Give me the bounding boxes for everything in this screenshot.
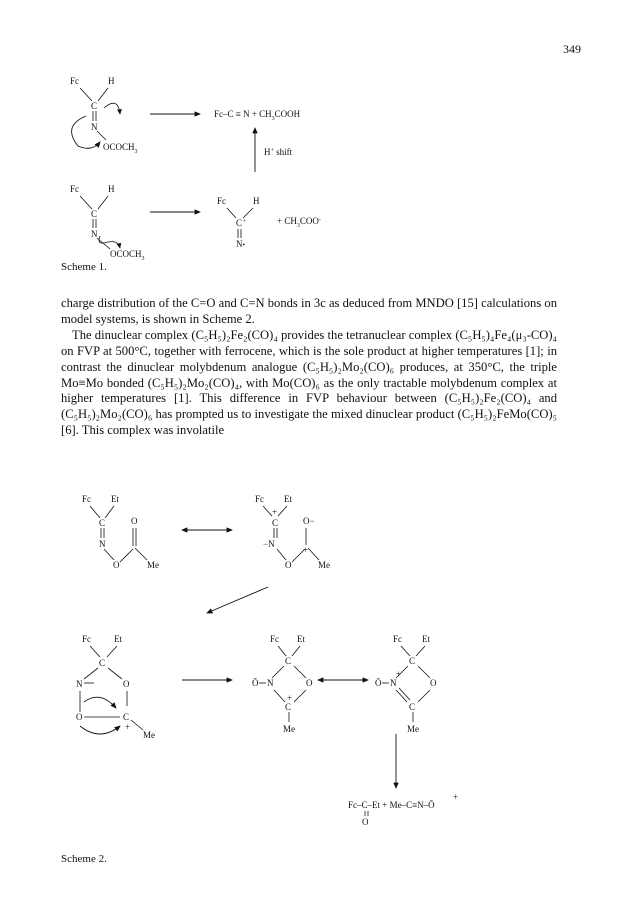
s2c-bond-et [107,646,117,657]
s2c-bond-c-o [108,668,122,679]
s2e-c2: C [409,702,416,712]
s2c-o: O [123,679,130,689]
s2-final-o: O [362,817,369,827]
s1-bot-n: N [91,229,98,239]
s2d-c: C [285,656,292,666]
s2c-c: C [99,658,106,668]
s2e-n: N [390,678,397,688]
s2b-me: Me [318,560,330,570]
s2c-plus: + [125,722,131,732]
s2c-curly-arrow-1 [84,697,116,708]
s2b-o: O [285,560,292,570]
s2e-bond-et [416,646,425,656]
s1-top-fc: Fc [70,76,79,86]
s2d-bond-o-c2 [294,690,306,702]
s2b-plus-2: + [303,545,309,555]
s2c-o2: O [76,712,83,722]
s2d-plus: + [287,693,293,703]
s2e-bond-n-c2-a [396,690,407,702]
s2b-c: C [272,518,279,528]
s1-top-n: N [91,122,98,132]
s2a-me: Me [147,560,159,570]
s1-acetate: + $CH_3COO^-$ [277,216,321,229]
s2d-bond-c-o [294,666,306,678]
s1-bot-c: C [91,209,98,219]
s2d-c2: C [285,702,292,712]
s1-bot-fc: Fc [70,184,79,194]
s2a-bond-c-me [135,548,147,560]
s1-bot-bond-h-c [98,196,108,209]
s2e-bond-n-c2-b [399,688,410,700]
s2c-me: Me [143,730,155,740]
s2b-et: Et [284,494,292,504]
s2b-n: −N [263,539,275,549]
s1-product-line: $Fc-C \equiv N + CH_3COOH$ [214,109,301,122]
s2d-fc: Fc [270,634,279,644]
s2a-o2: O [131,516,138,526]
s2a-bond-fc [90,506,100,518]
s2-final-products: Fc–C–Et + Me–C≡N–Ō [348,800,435,810]
body-text [61,296,557,439]
s2e-bond-o-c2 [418,690,430,702]
scheme-2-caption: Scheme 2. [61,853,107,865]
s1-cat-bond-h [243,208,253,218]
s2e-c: C [409,656,416,666]
s2a-bond-n-o [104,549,114,560]
s2e-o-bar: Ō [375,678,382,688]
s1-top-h: H [108,76,115,86]
s1-cat-bond-fc [227,208,236,218]
s2d-bond-c-n [272,666,284,678]
page-number: 349 [563,42,581,56]
s2e-plus: + [396,669,402,679]
scheme-1-caption: Scheme 1. [61,261,107,273]
s1-bot-ococh3: $OCOCH_3$ [110,249,145,262]
s2b-fc: Fc [255,494,264,504]
s2d-o: O [306,678,313,688]
s2b-bond-fc [263,506,272,516]
s2e-bond-fc [401,646,410,656]
s1-bond-fc-c [80,88,92,101]
s2d-et: Et [297,634,305,644]
s1-bot-bond-fc-c [80,196,92,209]
s2d-bond-et [292,646,300,656]
s1-cat-n: N• [236,239,245,249]
paragraph-1: charge distribution of the C=O and C=N bonds in 3c as deduced from MNDO [15] calculations on model systems, is shown in Scheme 2. [61,296,557,326]
s2c-n: N [76,679,83,689]
s2-diagonal-arrow [207,587,268,613]
s2e-fc: Fc [393,634,402,644]
s2b-bond-et [278,506,287,516]
s2e-et: Et [422,634,430,644]
s2e-o: O [430,678,437,688]
s2-final-plus: + [453,792,459,802]
s2d-o-bar: Ō [252,678,259,688]
s2c-bond-c2-me [131,720,143,730]
s2e-me: Me [407,724,419,734]
s2c-et: Et [114,634,122,644]
s2d-n: N [267,678,274,688]
s1-cat-h: H [253,196,260,206]
paragraph-2: The dinuclear complex (C₅H₅)₂Fe₂(CO)₄ provides the tetranuclear complex (C₅H₅)₄Fe₄(μ₃-CO)₄ on FVP at 500°C, together with ferrocene, which is the sole product at higher temperatures [1]; in contrast the dinuclear molybdenum analogue (C₅H₅)₂Mo₂(CO)₆ produces, at 350°C, the triple Mo≡Mo bonded (C₅H₅)₂Mo₂(CO)₄, with Mo(CO)₆ as the only tractable molybdenum complex at higher temperatures [1]. This difference in FVP behaviour between (C₅H₅)₂Fe₂(CO)₄ and (C₅H₅)₂Mo₂(CO)₆ has prompted us to investigate the mixed dinuclear product (C₅H₅)₂FeMo(CO)₅ [6]. This complex was involatile [61,327,557,438]
s2e-bond-c-o [418,666,430,678]
s1-bond-n-o [97,131,106,140]
s1-shift-label: H+ shift [264,147,293,157]
s2d-bond-fc [278,646,286,656]
s2c-curly-arrow-2 [80,726,120,734]
s1-cat-c: C+ [236,218,247,228]
s2d-me: Me [283,724,295,734]
s2a-n: N [99,539,106,549]
s1-top-ococh3: $OCOCH_3$ [103,142,138,155]
s2a-c: C [99,518,106,528]
s2b-plus: + [272,507,278,517]
s1-curly-arrow-top [104,103,120,114]
s1-bond-h-c [98,88,108,101]
s2c-c2: C [123,712,130,722]
s2b-o-minus: O− [303,516,315,526]
s2c-fc: Fc [82,634,91,644]
scheme-2-diagram [0,480,624,900]
s2a-fc: Fc [82,494,91,504]
s2b-bond-n-o [277,549,286,560]
s1-cat-fc: Fc [217,196,226,206]
s2c-bond-c-n [84,668,98,679]
s2a-bond-et [105,506,114,518]
s1-top-c: C [91,101,98,111]
s2b-bond-c-me [308,548,319,560]
s2c-bond-fc [90,646,100,657]
s1-bot-h: H [108,184,115,194]
s2a-bond-o-c [120,549,133,562]
s2d-bond-n-c2 [274,690,285,702]
s2a-et: Et [111,494,119,504]
scheme-1-diagram [0,0,624,270]
s2a-o: O [113,560,120,570]
